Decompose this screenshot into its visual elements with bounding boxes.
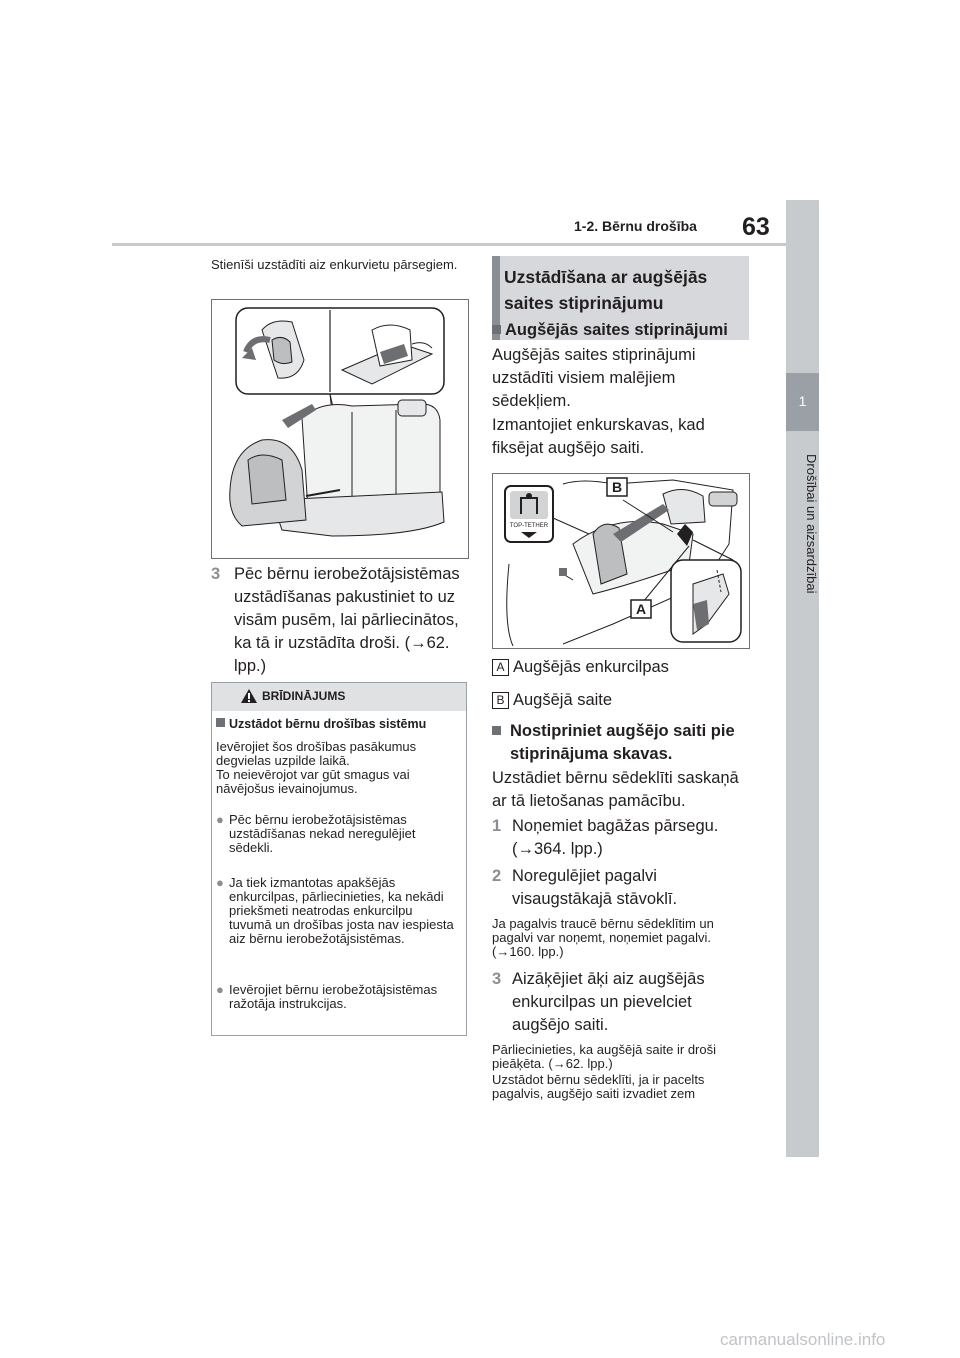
step-2 [492,865,748,908]
section-title: 1-2. Bērnu drošība [574,218,697,234]
square-bullet-icon [216,718,225,727]
warning-subhead [216,717,464,731]
note-3: Uzstādot bērnu sēdeklīti, ja ir pacelts pagalvis, augšējo saiti izvadiet zem [492,1072,705,1101]
step-1 [492,815,748,858]
step-text: Noņemiet bagāžas pārsegu. (→364. lpp.) [512,817,719,858]
bullet-dot-icon: ● [216,982,224,997]
header-rule [112,243,814,246]
para-3: Uzstādiet bērnu sēdeklīti saskaņā ar tā lietošanas pamācību. [492,769,739,810]
warning-triangle-icon [240,688,258,704]
isofix-figure [211,299,469,559]
watermark: carmanualsonline.info [720,1330,886,1349]
warning-bullet-text: Ievērojiet bērnu ierobežotājsistēmas ražotāja instrukcijas. [229,982,438,1011]
warning-para-2: To neievērojot var gūt smagus vai nāvējošus ievainojumus. [216,767,410,796]
legend-a-label: A [492,659,509,676]
section-heading: Uzstādīšana ar augšējās saites stiprinājumu [504,267,708,313]
step-text: Pēc bērnu ierobežotājsistēmas uzstādīšanas pakustiniet to uz visām pusēm, lai pārliecinātos, ka tā ir uzstādīta droši. (→62. lpp.) [234,565,460,675]
subhead-2-text: Nostipriniet augšējo saiti pie stiprinājuma skavas. [510,722,735,763]
step-number: 1 [492,817,502,835]
step-text: Aizāķējiet āķi aiz augšējās enkurcilpas un pievelciet augšējo saiti. [512,970,705,1034]
warning-bullet-1 [216,812,460,855]
subhead-1-text: Augšējās saites stiprinājumi [505,321,728,339]
step-number: 3 [492,970,502,988]
legend-b-text: Augšējā saite [513,691,613,709]
step-3 [492,968,748,1034]
side-tab-label: Drošībai un aizsardzībai [804,454,819,594]
warning-bullet-3 [216,982,460,1011]
top-tether-figure [492,473,750,649]
side-tab-number: 1 [798,393,807,409]
legend-a-text: Augšējās enkurcilpas [513,658,669,676]
subhead-2 [492,720,748,763]
warning-bullet-2 [216,875,460,946]
step-text: Noregulējiet pagalvi visaugstākajā stāvoklī. [512,867,678,908]
warning-title: BRĪDINĀJUMS [262,689,346,703]
tether-illustration [493,474,749,648]
para-2: Izmantojiet enkurskavas, kad fiksējat augšējo saiti. [492,416,705,457]
legend-b [492,689,748,712]
page-number: 63 [742,213,770,241]
note-1: Ja pagalvis traucē bērnu sēdeklītim un pagalvi var noņemt, noņemiet pagalvi. (→160. lpp.) [492,916,714,959]
square-bullet-icon [492,325,501,334]
para-1: Augšējās saites stiprinājumi uzstādīti visiem malējiem sēdekļiem. [492,346,696,410]
warning-para-1: Ievērojiet šos drošības pasākumus degvielas uzpilde laikā. [216,739,417,768]
step-number: 3 [211,565,221,583]
legend-a [492,656,748,679]
step-3-left [211,563,466,675]
warning-subhead-text: Uzstādot bērnu drošības sistēmu [229,717,427,731]
seat-illustration [212,300,468,558]
top-tether-icon-text: TOP-TETHER [509,523,549,529]
warning-bullet-text: Ja tiek izmantotas apakšējās enkurcilpas, pārliecinieties, ka nekādi priekšmeti neatrodas enkurcilpu tuvumā un drošības josta nav iespiesta aiz bērnu ierobežotājsistēmas. [229,875,454,946]
bullet-dot-icon: ● [216,875,224,890]
side-tab [786,200,819,1157]
figure-label-a: A [635,601,647,617]
step-number: 2 [492,867,502,885]
warning-para [216,740,460,796]
bullet-dot-icon: ● [216,812,224,827]
note-2: Pārliecinieties, ka augšējā saite ir droši pieāķēta. (→62. lpp.) [492,1042,716,1071]
square-bullet-icon [492,726,501,735]
subhead-1 [492,319,752,342]
legend-b-label: B [492,692,509,709]
figure-label-b: B [611,479,623,495]
intro-text: Stienīši uzstādīti aiz enkurvietu pārsegiem. [211,257,458,272]
warning-bullet-text: Pēc bērnu ierobežotājsistēmas uzstādīšanas nekad neregulējiet sēdekli. [229,812,416,855]
